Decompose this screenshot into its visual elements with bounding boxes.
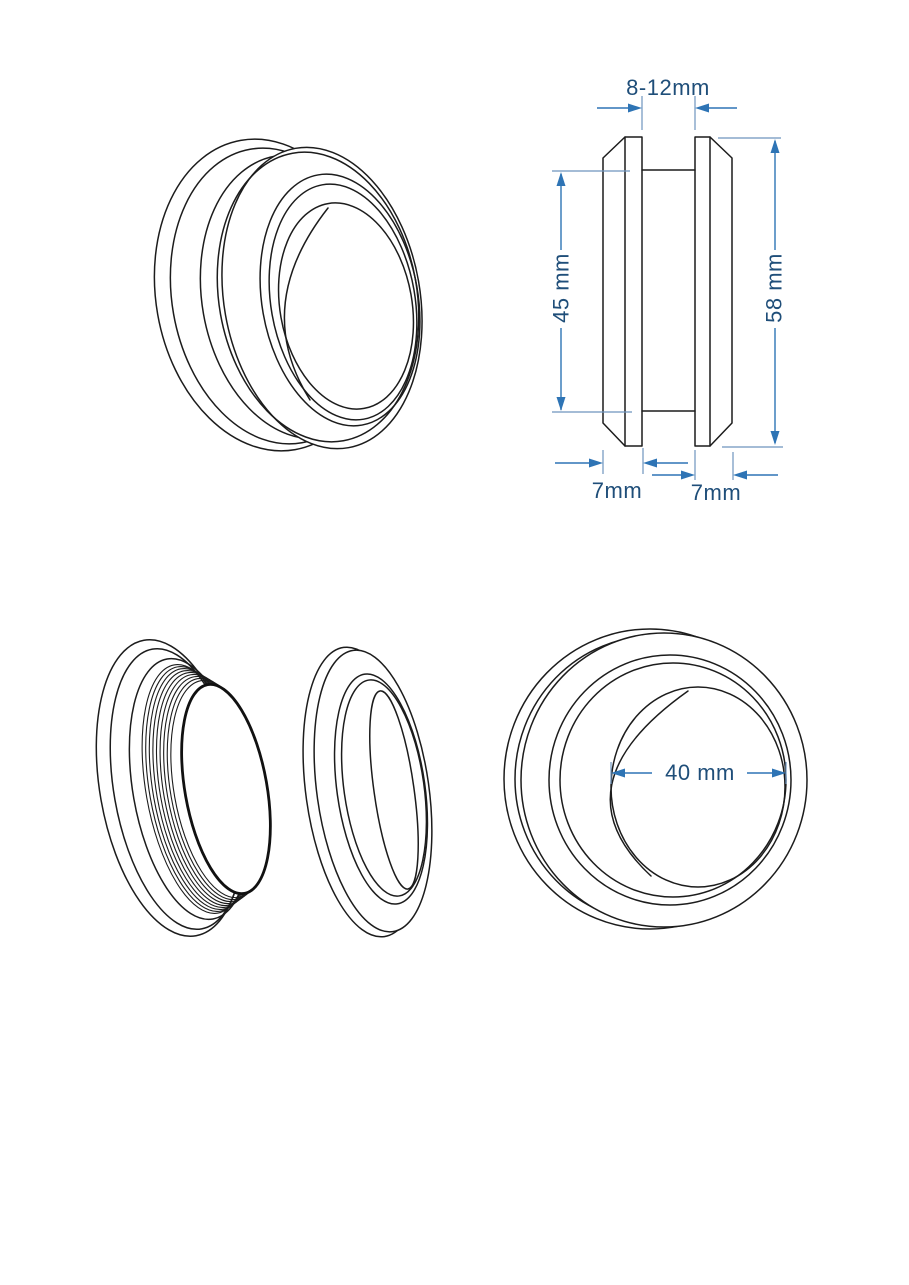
outer-height-label: 58 mm xyxy=(761,253,787,323)
right-flange-profile xyxy=(695,137,732,446)
dimension-inner-height xyxy=(549,171,633,412)
left-flange-profile xyxy=(603,137,642,446)
front-flange-outer-edge xyxy=(199,131,445,464)
arrowhead-left xyxy=(733,471,747,480)
figure-exploded-view xyxy=(75,628,448,948)
figure-front-isometric xyxy=(504,629,807,929)
arrowhead-right xyxy=(628,104,642,113)
ring-nut xyxy=(286,639,448,944)
dimension-outer-height xyxy=(718,138,787,447)
barrel-front-face xyxy=(167,677,285,900)
figure-cross-section xyxy=(549,75,787,505)
left-flange-label: 7mm xyxy=(591,478,643,503)
threaded-part xyxy=(75,628,285,948)
inner-height-label: 45 mm xyxy=(548,253,574,323)
arrowhead-right xyxy=(589,459,603,468)
dimension-glass-thickness xyxy=(597,75,737,130)
arrowhead-left xyxy=(695,104,709,113)
arrowhead-up xyxy=(771,139,780,153)
glass-thickness-label: 8-12mm xyxy=(626,75,710,100)
front-flange-outer-edge xyxy=(521,633,807,927)
arrowhead-down xyxy=(557,397,566,411)
right-flange-label: 7mm xyxy=(690,480,742,505)
arrowhead-left xyxy=(643,459,657,468)
hole-diameter-label: 40 mm xyxy=(665,760,735,785)
dimension-right-flange xyxy=(652,450,778,505)
cross-section-profile xyxy=(603,137,732,446)
arrowhead-down xyxy=(771,431,780,445)
arrowhead-right xyxy=(681,471,695,480)
figure-assembled-ring-isometric xyxy=(130,121,444,469)
arrowhead-up xyxy=(557,172,566,186)
